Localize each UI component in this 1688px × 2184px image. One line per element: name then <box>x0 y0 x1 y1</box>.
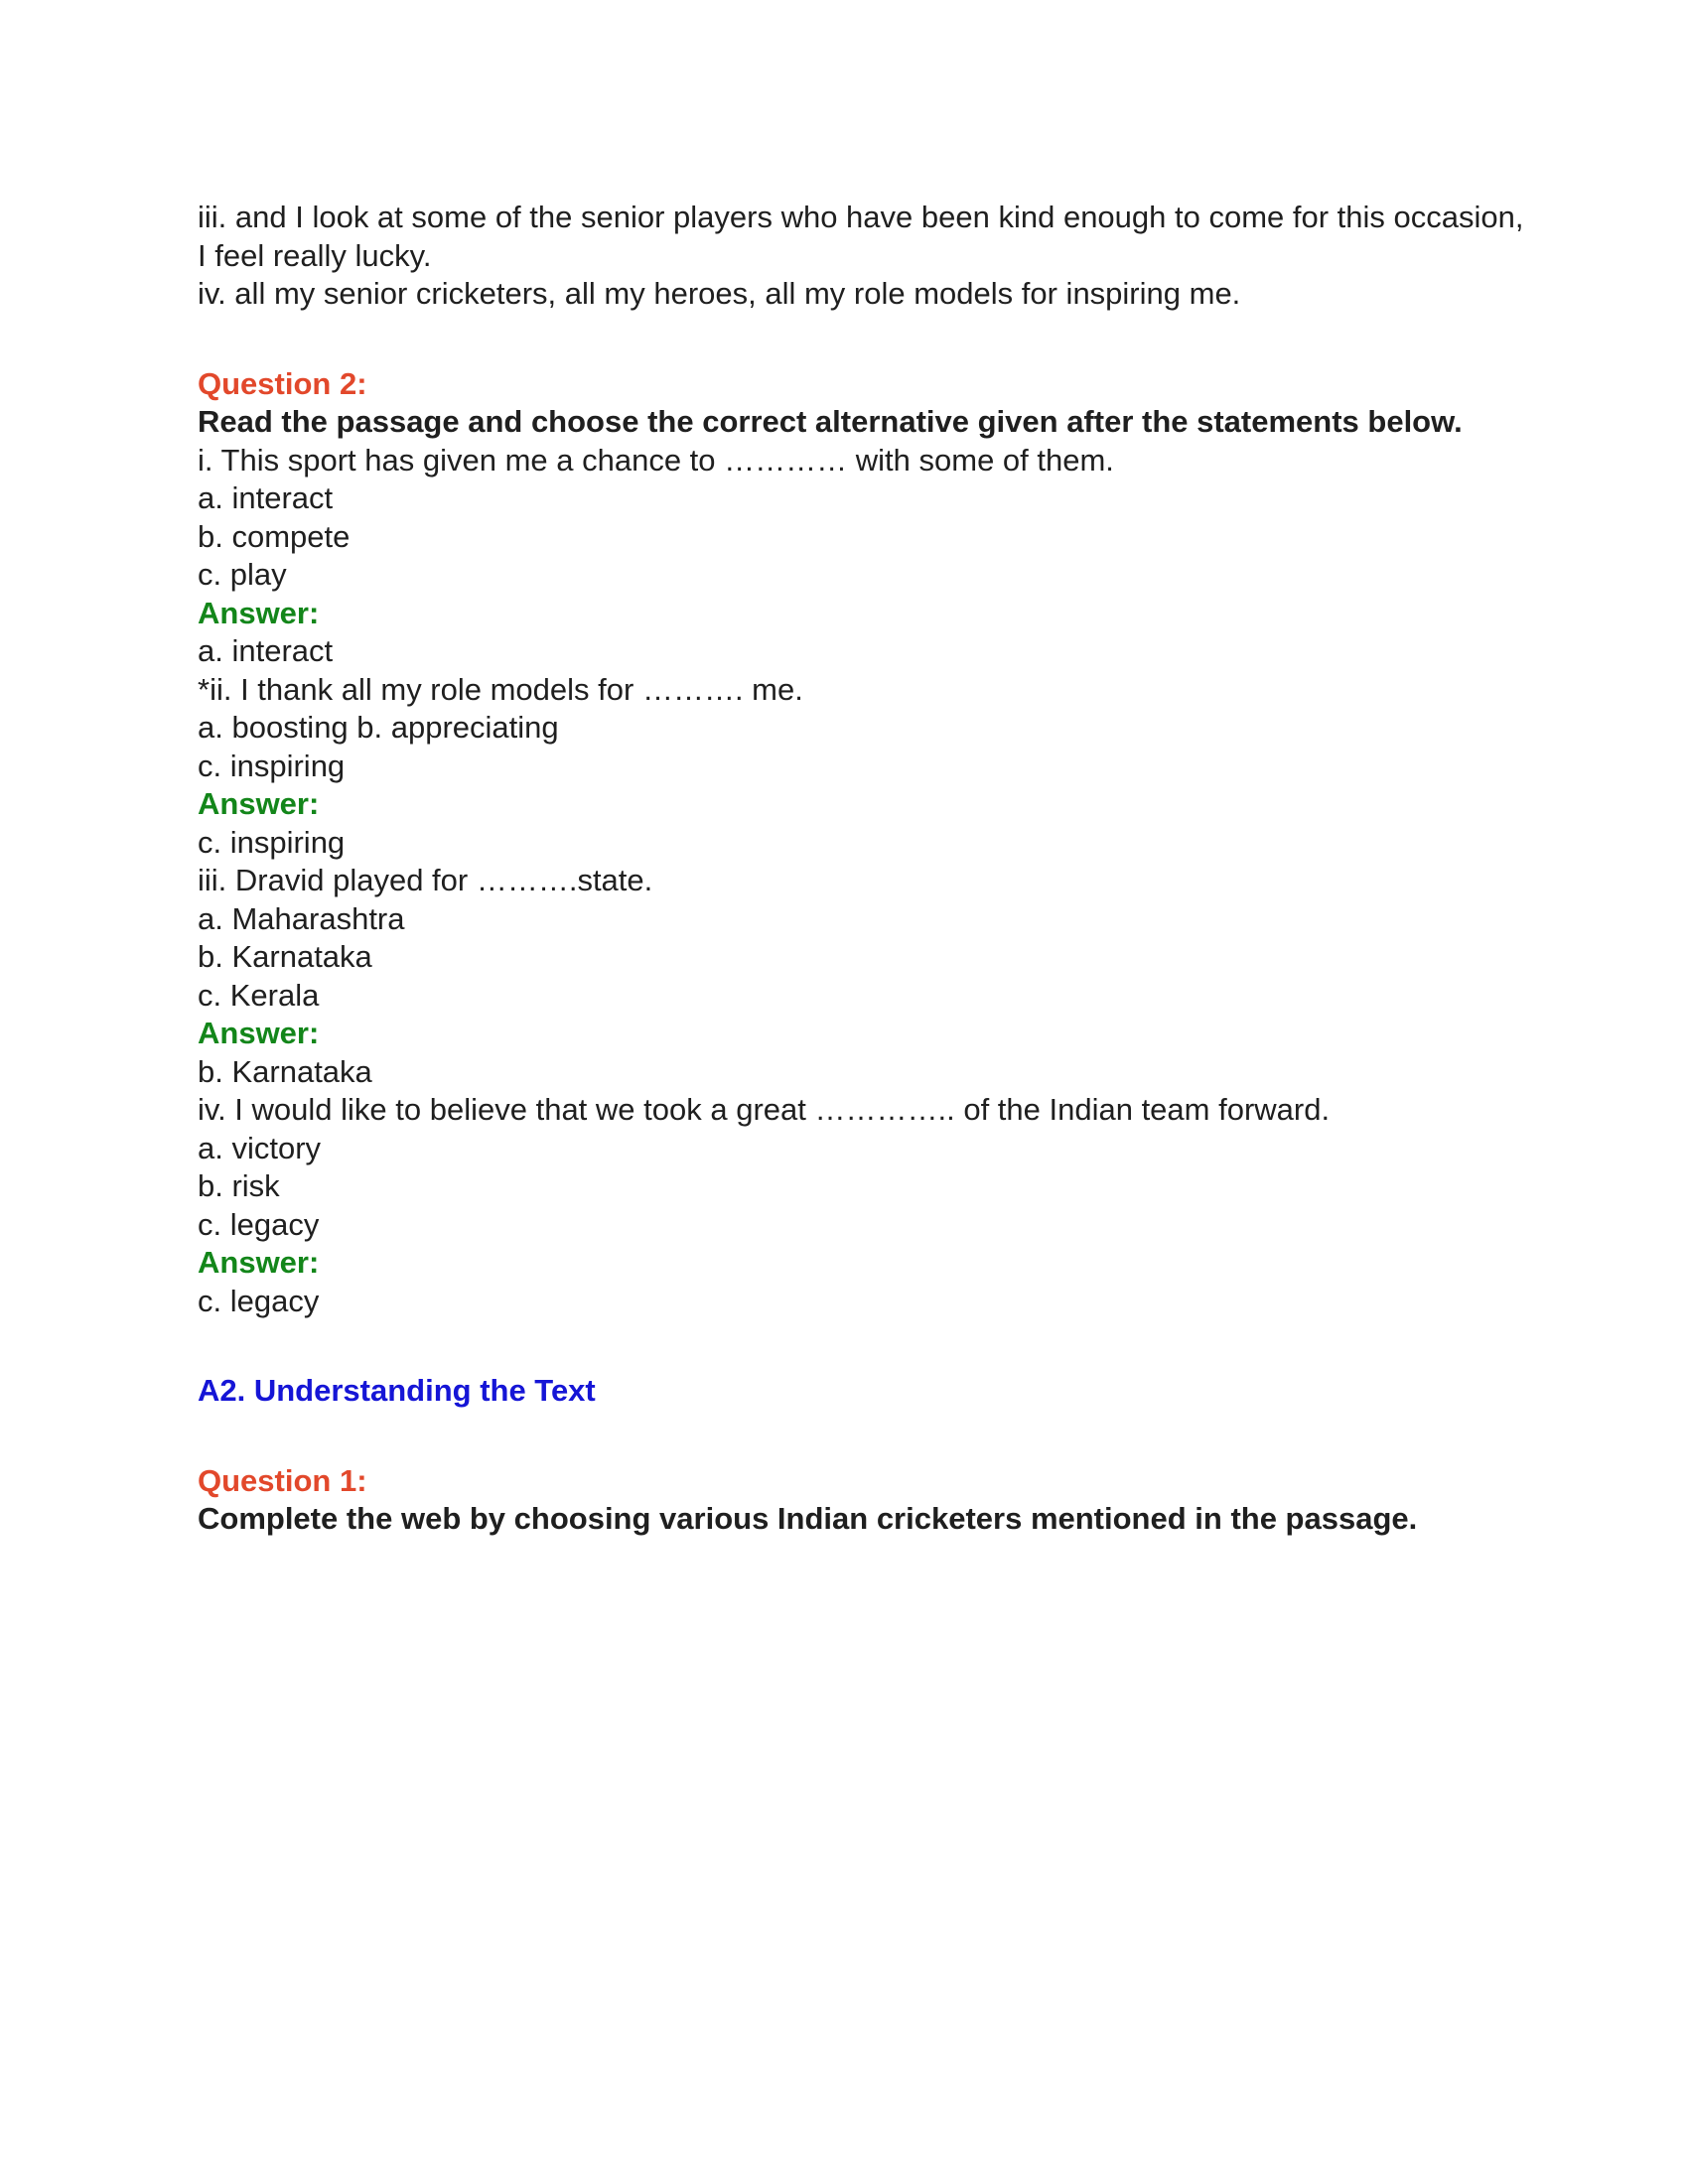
spacer <box>198 1320 1528 1372</box>
item-option: c. legacy <box>198 1206 320 1242</box>
document-page <box>198 199 1533 1539</box>
item-statement: i. This sport has given me a chance to ………… with some of them. <box>198 442 1114 478</box>
question-2-block <box>198 365 1528 1321</box>
item-option: c. Kerala <box>198 977 320 1013</box>
question-2-item-4 <box>198 1091 1528 1320</box>
answer-label: Answer: <box>198 1016 320 1050</box>
intro-line-iii: iii. and I look at some of the senior players who have been kind enough to come for this occasion, I feel really lucky. <box>198 200 1533 273</box>
item-option: a. interact <box>198 480 334 515</box>
item-statement: iv. I would like to believe that we took a great ………….. of the Indian team forward. <box>198 1092 1331 1127</box>
item-option: a. boosting b. appreciating <box>198 710 559 745</box>
question-2-item-1 <box>198 442 1528 671</box>
question-2-label: Question 2: <box>198 365 367 401</box>
answer-text: c. legacy <box>198 1283 320 1318</box>
answer-text: a. interact <box>198 633 334 668</box>
intro-line-iv: iv. all my senior cricketers, all my heroes, all my role models for inspiring me. <box>198 276 1241 311</box>
item-statement: iii. Dravid played for ……….state. <box>198 863 653 897</box>
question-2-instruction: Read the passage and choose the correct alternative given after the statements below. <box>198 404 1463 439</box>
item-statement: *ii. I thank all my role models for ………. me. <box>198 671 803 707</box>
question-1-label: Question 1: <box>198 1462 367 1498</box>
item-option: b. compete <box>198 518 351 554</box>
item-option: a. Maharashtra <box>198 900 405 936</box>
answer-label: Answer: <box>198 595 320 630</box>
question-1-instruction: Complete the web by choosing various Indian cricketers mentioned in the passage. <box>198 1501 1418 1536</box>
answer-label: Answer: <box>198 1245 320 1280</box>
question-1-block <box>198 1462 1528 1539</box>
question-2-item-3 <box>198 862 1528 1091</box>
item-option: b. risk <box>198 1168 280 1203</box>
spacer <box>198 314 1528 365</box>
answer-text: b. Karnataka <box>198 1053 372 1089</box>
answer-label: Answer: <box>198 786 320 821</box>
item-option: a. victory <box>198 1130 322 1165</box>
spacer <box>198 1411 1528 1462</box>
item-option: c. inspiring <box>198 748 346 783</box>
item-option: b. Karnataka <box>198 939 372 974</box>
answer-text: c. inspiring <box>198 824 346 860</box>
question-2-item-2 <box>198 671 1528 863</box>
item-option: c. play <box>198 557 287 592</box>
section-a2-title: A2. Understanding the Text <box>198 1373 596 1408</box>
